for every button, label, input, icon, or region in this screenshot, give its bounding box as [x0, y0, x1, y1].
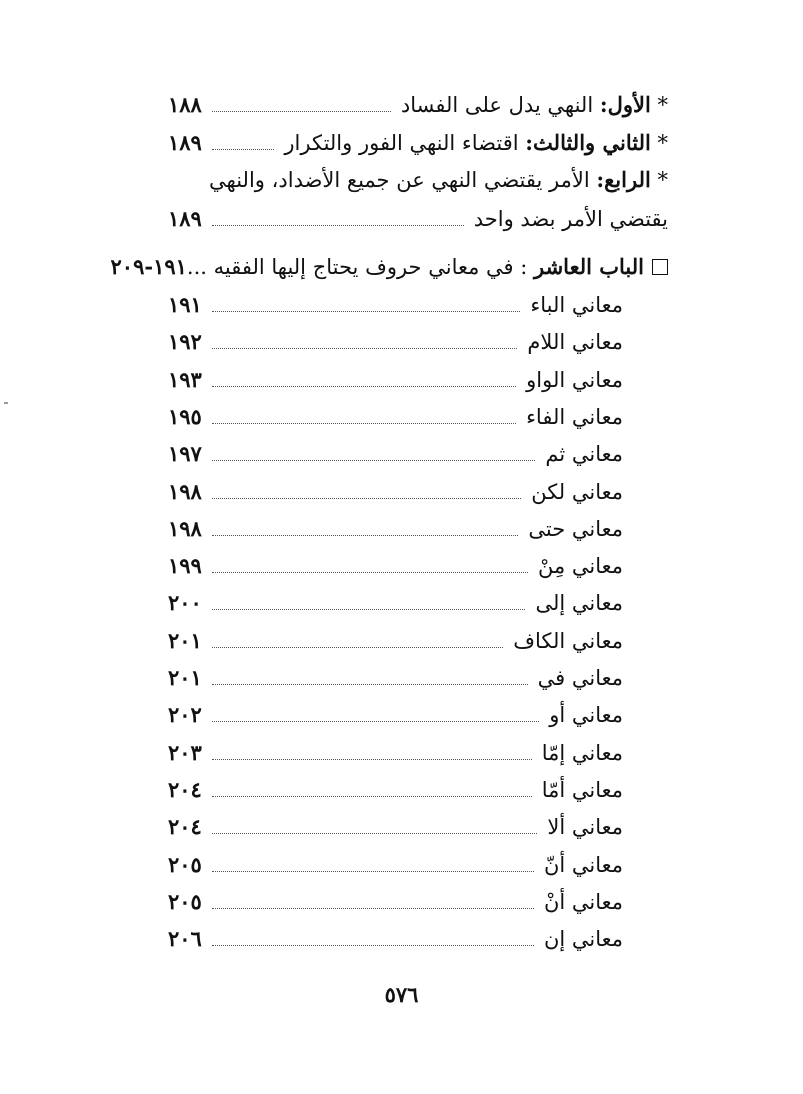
toc-sub-entry	[168, 514, 623, 544]
toc-sub-entry	[168, 551, 623, 581]
dot-leader	[212, 721, 539, 722]
entry-text: معاني أنْ	[543, 890, 623, 914]
entry-text: معاني اللام	[527, 330, 623, 354]
dot-leader	[212, 348, 518, 349]
page-number: ١٩٥	[168, 404, 202, 429]
dot-leader	[212, 908, 534, 909]
toc-entry-wrapped-line2	[168, 204, 668, 234]
page-number: ١٩٧	[168, 441, 202, 466]
dot-leader	[212, 647, 503, 648]
scan-mark	[4, 402, 8, 404]
page-number: ١٩١	[168, 292, 202, 317]
checkbox-square-icon	[652, 259, 668, 275]
dot-leader	[212, 423, 516, 424]
entry-title	[284, 128, 668, 158]
dot-leader	[212, 572, 528, 573]
entry-text: معاني أمّا	[541, 778, 623, 802]
toc-sub-entry	[168, 327, 623, 357]
toc-sub-entry	[168, 626, 623, 656]
entry-text: معاني ثم	[545, 442, 623, 466]
entry-text: معاني أو	[549, 703, 623, 727]
entry-text: معاني الكاف	[513, 629, 623, 653]
toc-entry	[168, 128, 668, 158]
page-number: ٢٠٥	[168, 852, 202, 877]
page-number: ٢٠٣	[168, 740, 202, 765]
toc-sub-entry	[168, 738, 623, 768]
dot-leader	[212, 796, 532, 797]
entry-text: يقتضي الأمر بضد واحد	[473, 207, 668, 231]
page-footer-number: ٥٧٦	[384, 982, 419, 1007]
entry-text: معاني إمّا	[541, 741, 623, 765]
toc-sub-entry	[168, 887, 623, 917]
entry-text: معاني إلى	[535, 591, 623, 615]
toc-sub-entry	[168, 588, 623, 618]
toc-sub-entry	[168, 850, 623, 880]
chapter-entry	[112, 252, 668, 282]
page-number: ١٩٩	[168, 553, 202, 578]
toc-entry-wrapped-line1	[209, 165, 668, 195]
entry-text: معاني حتى	[528, 517, 623, 541]
page-number: ٢٠٤	[168, 777, 202, 802]
page-number: ٢٠٥	[168, 889, 202, 914]
entry-label: الأول:	[599, 92, 651, 117]
chapter-text: : في معاني حروف يحتاج إليها الفقيه ...	[186, 255, 528, 279]
page-number: ١٨٩	[168, 130, 202, 155]
page-number: ٢٠٤	[168, 814, 202, 839]
entry-title	[401, 90, 668, 120]
asterisk-marker: *	[657, 131, 668, 155]
toc-sub-entry	[168, 924, 623, 954]
dot-leader	[212, 460, 536, 461]
chapter-page-range: ١٩١-٢٠٩	[110, 254, 187, 279]
asterisk-marker: *	[657, 168, 668, 192]
toc-sub-entry	[168, 700, 623, 730]
dot-leader	[212, 684, 528, 685]
page-number: ٢٠٦	[168, 926, 202, 951]
entry-text: معاني في	[537, 666, 623, 690]
entry-text: معاني لكن	[531, 480, 623, 504]
page-number: ٢٠١	[168, 665, 202, 690]
page-number: ٢٠١	[168, 628, 202, 653]
dot-leader	[212, 498, 521, 499]
dot-leader	[212, 833, 538, 834]
entry-text: معاني إن	[543, 927, 623, 951]
entry-text: النهي يدل على الفساد	[400, 93, 594, 117]
chapter-label: الباب العاشر	[534, 254, 644, 279]
toc-sub-entry	[168, 439, 623, 469]
page-number: ١٨٨	[168, 92, 202, 117]
entry-text: اقتضاء النهي الفور والتكرار	[284, 131, 519, 155]
dot-leader	[212, 225, 464, 226]
entry-text: معاني الباء	[530, 293, 623, 317]
page-number: ١٨٩	[168, 206, 202, 231]
toc-sub-entry	[168, 402, 623, 432]
toc-sub-entry	[168, 775, 623, 805]
dot-leader	[212, 945, 534, 946]
entry-label: الثاني والثالث:	[525, 130, 651, 155]
dot-leader	[212, 871, 534, 872]
toc-sub-entry	[168, 812, 623, 842]
asterisk-marker: *	[657, 93, 668, 117]
toc-sub-entry	[168, 663, 623, 693]
dot-leader	[212, 609, 526, 610]
toc-sub-entry	[168, 365, 623, 395]
entry-text: الأمر يقتضي النهي عن جميع الأضداد، والنهي	[209, 168, 590, 192]
chapter-title	[187, 252, 668, 282]
entry-text: معاني الفاء	[526, 405, 623, 429]
toc-sub-entry	[168, 290, 623, 320]
dot-leader	[212, 311, 521, 312]
page-number: ١٩٨	[168, 516, 202, 541]
entry-text: معاني أنّ	[543, 853, 623, 877]
dot-leader	[212, 149, 275, 150]
toc-entry	[168, 90, 668, 120]
entry-text: معاني ألا	[547, 815, 623, 839]
dot-leader	[212, 535, 519, 536]
dot-leader	[212, 759, 532, 760]
toc-sub-entry	[168, 477, 623, 507]
page-number: ١٩٢	[168, 329, 202, 354]
page-number: ٢٠٠	[168, 590, 202, 615]
page-number: ٢٠٢	[168, 702, 202, 727]
dot-leader	[212, 386, 516, 387]
dot-leader	[212, 111, 391, 112]
page-number: ١٩٨	[168, 479, 202, 504]
page-number: ١٩٣	[168, 367, 202, 392]
entry-label: الرابع:	[596, 167, 651, 192]
entry-text: معاني الواو	[526, 368, 623, 392]
entry-text: معاني مِنْ	[537, 554, 623, 578]
